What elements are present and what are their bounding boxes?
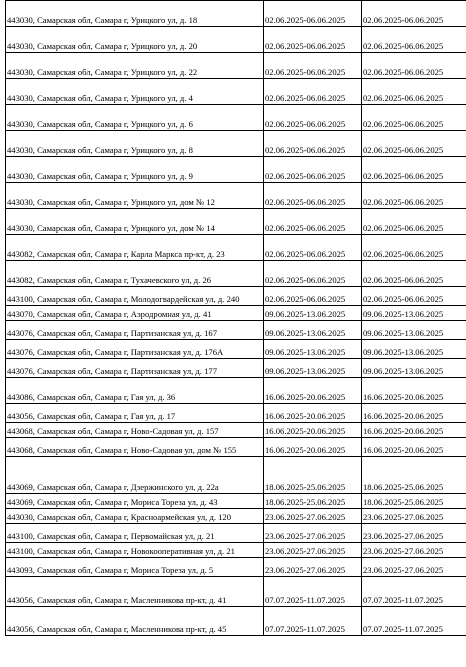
period-start-cell: 02.06.2025-06.06.2025 — [264, 131, 362, 157]
address-cell: 443070, Самарская обл, Самара г, Аэродромная ул, д. 41 — [6, 306, 264, 321]
table-row — [6, 378, 466, 404]
table-row — [6, 321, 466, 340]
period-end-cell: 18.06.2025-25.06.2025 — [362, 457, 466, 494]
period-end-cell: 02.06.2025-06.06.2025 — [362, 131, 466, 157]
address-cell: 443093, Самарская обл, Самара г, Мориса Тореза ул, д. 5 — [6, 558, 264, 577]
period-end-cell: 09.06.2025-13.06.2025 — [362, 359, 466, 378]
address-cell: 443056, Самарская обл, Самара г, Масленникова пр-кт, д. 41 — [6, 577, 264, 607]
period-end-cell: 23.06.2025-27.06.2025 — [362, 558, 466, 577]
address-cell: 443030, Самарская обл, Самара г, Урицкого ул, д. 18 — [6, 1, 264, 27]
period-end-cell: 02.06.2025-06.06.2025 — [362, 183, 466, 209]
table-row — [6, 558, 466, 577]
address-cell: 443030, Самарская обл, Самара г, Урицкого ул, д. 8 — [6, 131, 264, 157]
period-end-cell: 23.06.2025-27.06.2025 — [362, 543, 466, 558]
period-end-cell: 02.06.2025-06.06.2025 — [362, 235, 466, 261]
table-row — [6, 209, 466, 235]
address-cell: 443082, Самарская обл, Самара г, Тухачевского ул, д. 26 — [6, 261, 264, 287]
period-start-cell: 23.06.2025-27.06.2025 — [264, 558, 362, 577]
address-cell: 443069, Самарская обл, Самара г, Мориса Тореза ул, д. 43 — [6, 494, 264, 509]
period-start-cell: 02.06.2025-06.06.2025 — [264, 157, 362, 183]
address-cell: 443030, Самарская обл, Самара г, Урицкого ул, д. 6 — [6, 105, 264, 131]
period-end-cell: 16.06.2025-20.06.2025 — [362, 378, 466, 404]
table-row — [6, 79, 466, 105]
period-end-cell: 02.06.2025-06.06.2025 — [362, 53, 466, 79]
address-cell: 443030, Самарская обл, Самара г, Урицкого ул, д. 22 — [6, 53, 264, 79]
table-row — [6, 577, 466, 607]
period-end-cell: 16.06.2025-20.06.2025 — [362, 423, 466, 438]
table-row — [6, 543, 466, 558]
address-cell: 443030, Самарская обл, Самара г, Урицкого ул, д. 4 — [6, 79, 264, 105]
address-cell: 443030, Самарская обл, Самара г, Урицкого ул, д. 9 — [6, 157, 264, 183]
table-row — [6, 509, 466, 524]
table-row — [6, 131, 466, 157]
address-cell: 443056, Самарская обл, Самара г, Масленникова пр-кт, д. 45 — [6, 607, 264, 636]
table-row — [6, 423, 466, 438]
address-cell: 443030, Самарская обл, Самара г, Урицкого ул, д. 20 — [6, 27, 264, 53]
address-cell: 443056, Самарская обл, Самара г, Гая ул, д. 17 — [6, 404, 264, 423]
period-end-cell: 23.06.2025-27.06.2025 — [362, 524, 466, 543]
address-cell: 443082, Самарская обл, Самара г, Карла Маркса пр-кт, д. 23 — [6, 235, 264, 261]
period-start-cell: 16.06.2025-20.06.2025 — [264, 378, 362, 404]
address-cell: 443100, Самарская обл, Самара г, Новокооперативная ул, д. 21 — [6, 543, 264, 558]
table-row — [6, 524, 466, 543]
period-start-cell: 02.06.2025-06.06.2025 — [264, 105, 362, 131]
period-start-cell: 16.06.2025-20.06.2025 — [264, 404, 362, 423]
address-cell: 443030, Самарская обл, Самара г, Урицкого ул, дом № 12 — [6, 183, 264, 209]
table-row — [6, 404, 466, 423]
period-end-cell: 07.07.2025-11.07.2025 — [362, 577, 466, 607]
period-end-cell: 09.06.2025-13.06.2025 — [362, 321, 466, 340]
period-end-cell: 07.07.2025-11.07.2025 — [362, 607, 466, 636]
schedule-table — [5, 0, 466, 636]
period-start-cell: 16.06.2025-20.06.2025 — [264, 438, 362, 457]
period-start-cell: 02.06.2025-06.06.2025 — [264, 235, 362, 261]
period-end-cell: 02.06.2025-06.06.2025 — [362, 105, 466, 131]
address-cell: 443068, Самарская обл, Самара г, Ново-Садовая ул, дом № 155 — [6, 438, 264, 457]
address-cell: 443069, Самарская обл, Самара г, Дзержинского ул, д. 22а — [6, 457, 264, 494]
address-cell: 443030, Самарская обл, Самара г, Урицкого ул, дом № 14 — [6, 209, 264, 235]
period-start-cell: 02.06.2025-06.06.2025 — [264, 27, 362, 53]
table-row — [6, 105, 466, 131]
period-end-cell: 02.06.2025-06.06.2025 — [362, 287, 466, 306]
period-end-cell: 23.06.2025-27.06.2025 — [362, 509, 466, 524]
table-row — [6, 261, 466, 287]
schedule-table-body — [6, 1, 466, 636]
period-end-cell: 18.06.2025-25.06.2025 — [362, 494, 466, 509]
period-start-cell: 23.06.2025-27.06.2025 — [264, 543, 362, 558]
period-end-cell: 16.06.2025-20.06.2025 — [362, 438, 466, 457]
address-cell: 443100, Самарская обл, Самара г, Первомайская ул, д. 21 — [6, 524, 264, 543]
table-row — [6, 359, 466, 378]
period-end-cell: 02.06.2025-06.06.2025 — [362, 261, 466, 287]
address-cell: 443076, Самарская обл, Самара г, Партизанская ул, д. 177 — [6, 359, 264, 378]
period-start-cell: 02.06.2025-06.06.2025 — [264, 1, 362, 27]
table-row — [6, 287, 466, 306]
address-cell: 443076, Самарская обл, Самара г, Партизанская ул, д. 167 — [6, 321, 264, 340]
period-end-cell: 09.06.2025-13.06.2025 — [362, 306, 466, 321]
period-start-cell: 09.06.2025-13.06.2025 — [264, 321, 362, 340]
period-start-cell: 02.06.2025-06.06.2025 — [264, 287, 362, 306]
period-start-cell: 07.07.2025-11.07.2025 — [264, 577, 362, 607]
period-start-cell: 02.06.2025-06.06.2025 — [264, 183, 362, 209]
period-end-cell: 02.06.2025-06.06.2025 — [362, 157, 466, 183]
period-start-cell: 23.06.2025-27.06.2025 — [264, 524, 362, 543]
table-row — [6, 457, 466, 494]
address-cell: 443100, Самарская обл, Самара г, Молодогвардейская ул, д. 240 — [6, 287, 264, 306]
table-row — [6, 183, 466, 209]
table-row — [6, 306, 466, 321]
period-end-cell: 09.06.2025-13.06.2025 — [362, 340, 466, 359]
period-start-cell: 18.06.2025-25.06.2025 — [264, 494, 362, 509]
period-end-cell: 16.06.2025-20.06.2025 — [362, 404, 466, 423]
period-start-cell: 02.06.2025-06.06.2025 — [264, 261, 362, 287]
table-row — [6, 235, 466, 261]
period-end-cell: 02.06.2025-06.06.2025 — [362, 209, 466, 235]
period-start-cell: 02.06.2025-06.06.2025 — [264, 209, 362, 235]
period-start-cell: 09.06.2025-13.06.2025 — [264, 359, 362, 378]
period-start-cell: 23.06.2025-27.06.2025 — [264, 509, 362, 524]
table-row — [6, 438, 466, 457]
period-start-cell: 07.07.2025-11.07.2025 — [264, 607, 362, 636]
address-cell: 443086, Самарская обл, Самара г, Гая ул, д. 36 — [6, 378, 264, 404]
period-end-cell: 02.06.2025-06.06.2025 — [362, 27, 466, 53]
table-row — [6, 607, 466, 636]
period-start-cell: 02.06.2025-06.06.2025 — [264, 79, 362, 105]
period-end-cell: 02.06.2025-06.06.2025 — [362, 1, 466, 27]
schedule-sheet — [5, 0, 464, 636]
period-start-cell: 02.06.2025-06.06.2025 — [264, 53, 362, 79]
period-start-cell: 18.06.2025-25.06.2025 — [264, 457, 362, 494]
table-row — [6, 494, 466, 509]
table-row — [6, 157, 466, 183]
table-row — [6, 53, 466, 79]
period-start-cell: 09.06.2025-13.06.2025 — [264, 340, 362, 359]
address-cell: 443068, Самарская обл, Самара г, Ново-Садовая ул, д. 157 — [6, 423, 264, 438]
table-row — [6, 1, 466, 27]
address-cell: 443030, Самарская обл, Самара г, Красноармейская ул, д. 120 — [6, 509, 264, 524]
period-end-cell: 02.06.2025-06.06.2025 — [362, 79, 466, 105]
address-cell: 443076, Самарская обл, Самара г, Партизанская ул, д. 176А — [6, 340, 264, 359]
period-start-cell: 16.06.2025-20.06.2025 — [264, 423, 362, 438]
table-row — [6, 340, 466, 359]
period-start-cell: 09.06.2025-13.06.2025 — [264, 306, 362, 321]
table-row — [6, 27, 466, 53]
